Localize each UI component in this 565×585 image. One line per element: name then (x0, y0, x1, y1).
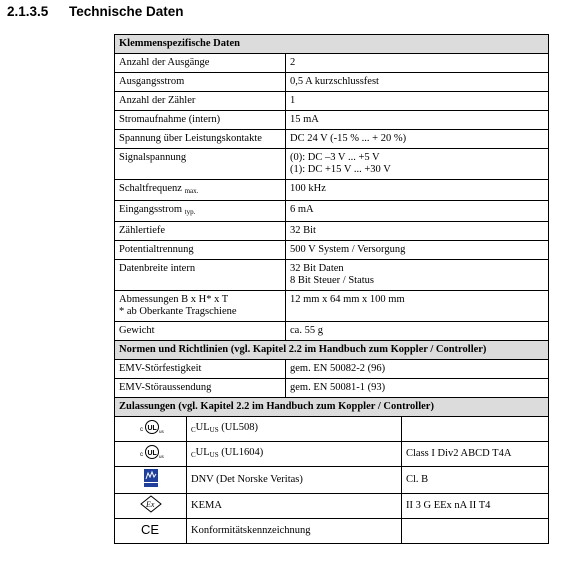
svg-text:c: c (139, 452, 143, 458)
approval-standard: (UL1604) (218, 447, 264, 458)
svg-text:UL: UL (147, 425, 157, 432)
approval-standard: (UL508) (218, 422, 258, 433)
table-row (115, 111, 549, 130)
ul-us-suffix: US (209, 426, 219, 434)
section-number: 2.1.3.5 (7, 4, 49, 19)
table-row (115, 130, 549, 149)
approval-extra: Class I Div2 ABCD T4A (402, 442, 549, 467)
ul-label: UL (195, 422, 210, 433)
row-value-line: (0): DC –3 V ... +5 V (290, 152, 380, 163)
section-row-terminal-data (115, 35, 549, 54)
ul-c-prefix: C (191, 426, 196, 434)
approval-logo-cell (115, 442, 187, 467)
table-row (115, 360, 549, 379)
svg-text:us: us (158, 429, 164, 434)
ul-mark-icon (138, 444, 164, 460)
row-value: 2 (286, 54, 549, 73)
table-row (115, 180, 549, 201)
approval-extra (402, 519, 549, 544)
approval-logo-cell (115, 494, 187, 519)
row-label: Anzahl der Zähler (115, 92, 286, 111)
row-label (115, 180, 286, 201)
row-label: Anzahl der Ausgänge (115, 54, 286, 73)
svg-text:Ex: Ex (145, 500, 154, 509)
approval-logo-cell (115, 519, 187, 544)
row-value: 500 V System / Versorgung (286, 241, 549, 260)
approval-row (115, 467, 549, 494)
row-value: 12 mm x 64 mm x 100 mm (286, 291, 549, 322)
approval-row (115, 442, 549, 467)
table-row (115, 201, 549, 222)
approval-extra (402, 417, 549, 442)
section-row-norms (115, 341, 549, 360)
ce-mark-icon (140, 522, 162, 536)
row-label: Gewicht (115, 322, 286, 341)
row-label: Potentialtrennung (115, 241, 286, 260)
row-value (286, 149, 549, 180)
approval-text (187, 417, 402, 442)
approval-text: KEMA (187, 494, 402, 519)
row-label: Stromaufnahme (intern) (115, 111, 286, 130)
row-value: 1 (286, 92, 549, 111)
row-label: Zählertiefe (115, 222, 286, 241)
approval-logo-cell (115, 467, 187, 494)
ul-mark-icon (138, 419, 164, 435)
table-row (115, 291, 549, 322)
ul-c-prefix: C (191, 451, 196, 459)
row-label (115, 201, 286, 222)
approval-row (115, 417, 549, 442)
row-label: EMV-Störaussendung (115, 379, 286, 398)
approval-logo-cell (115, 417, 187, 442)
ul-us-suffix: US (209, 451, 219, 459)
row-label: Ausgangsstrom (115, 73, 286, 92)
row-value (286, 260, 549, 291)
table-row (115, 92, 549, 111)
approval-extra: Cl. B (402, 467, 549, 494)
section-row-approvals (115, 398, 549, 417)
section-title: Technische Daten (69, 4, 184, 19)
row-value: 100 kHz (286, 180, 549, 201)
approval-row (115, 494, 549, 519)
table-row (115, 322, 549, 341)
section-heading (7, 4, 184, 19)
approval-extra: II 3 G EEx nA II T4 (402, 494, 549, 519)
row-value: ca. 55 g (286, 322, 549, 341)
approval-row (115, 519, 549, 544)
table-row (115, 241, 549, 260)
svg-text:UL: UL (147, 450, 157, 457)
row-label-subscript: max. (184, 187, 199, 195)
table-row (115, 149, 549, 180)
row-label: EMV-Störfestigkeit (115, 360, 286, 379)
ex-mark-icon (140, 495, 162, 513)
row-label-text: Schaltfrequenz (119, 183, 182, 194)
row-value-line: (1): DC +15 V ... +30 V (290, 164, 391, 175)
table-row (115, 222, 549, 241)
row-value-line: 32 Bit Daten (290, 263, 344, 274)
row-label (115, 291, 286, 322)
table-row (115, 73, 549, 92)
row-label-subscript: typ. (184, 208, 196, 216)
row-value: 0,5 A kurzschlussfest (286, 73, 549, 92)
row-value-line: 8 Bit Steuer / Status (290, 275, 374, 286)
dnv-logo-icon (143, 468, 159, 488)
row-label-text: Eingangsstrom (119, 204, 182, 215)
row-label: Spannung über Leistungskontakte (115, 130, 286, 149)
row-value: 15 mA (286, 111, 549, 130)
section-title-cell: Normen und Richtlinien (vgl. Kapitel 2.2 im Handbuch zum Koppler / Controller) (115, 341, 549, 360)
table-row (115, 260, 549, 291)
row-label-note: * ab Oberkante Tragschiene (119, 306, 237, 317)
table-row (115, 54, 549, 73)
table-row (115, 379, 549, 398)
approvals-table (114, 416, 549, 544)
row-value: gem. EN 50082-2 (96) (286, 360, 549, 379)
row-label: Datenbreite intern (115, 260, 286, 291)
row-value: 32 Bit (286, 222, 549, 241)
row-label: Signalspannung (115, 149, 286, 180)
row-value: 6 mA (286, 201, 549, 222)
section-title-cell: Zulassungen (vgl. Kapitel 2.2 im Handbuch zum Koppler / Controller) (115, 398, 549, 417)
approval-text: DNV (Det Norske Veritas) (187, 467, 402, 494)
svg-text:us: us (158, 454, 164, 459)
svg-text:c: c (139, 427, 143, 433)
approval-text: Konformitätskennzeichnung (187, 519, 402, 544)
row-value: DC 24 V (-15 % ... + 20 %) (286, 130, 549, 149)
row-label-line: Abmessungen B x H* x T (119, 294, 229, 305)
row-value: gem. EN 50081-1 (93) (286, 379, 549, 398)
approval-text (187, 442, 402, 467)
svg-text:CE: CE (140, 522, 159, 536)
section-title-cell: Klemmenspezifische Daten (115, 35, 549, 54)
technical-data-table (114, 34, 549, 417)
ul-label: UL (195, 447, 210, 458)
